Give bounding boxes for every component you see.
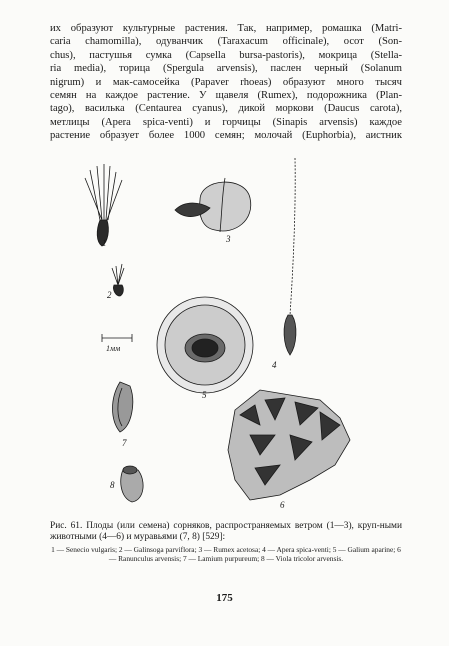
seed-illustration-figure xyxy=(50,150,402,515)
figure-legend: 1 — Senecio vulgaris; 2 — Galinsoga parviflora; 3 — Rumex acetosa; 4 — Apera spica-venti; 5 — Galium aparine; 6 — Ranunculus arvensis; 7 — Lamium purpureum; 8 — Viola tricolor arvensis. xyxy=(51,545,401,564)
text-line: chus), пастушья сумка (Capsella bursa-pastoris), мокрица (Stella- xyxy=(50,49,402,61)
text-line: метлицы (Apera spica-venti) и горчицы (Sinapis arvensis) каждое xyxy=(50,116,402,128)
drawing-rumex xyxy=(175,178,251,232)
text-line: caria chamomilla), одуванчик (Taraxacum officinale), осот (Son- xyxy=(50,36,402,48)
page-number: 175 xyxy=(216,592,233,604)
figure-label: 1 xyxy=(102,238,107,248)
text-line: их образуют культурные растения. Так, например, ромашка (Matri- xyxy=(50,23,402,34)
text-line: nigrum) и мак-самосейка (Papaver rhoeas) образуют много тысяч xyxy=(50,76,402,88)
text-line: семян на каждое растение. У щавеля (Rumex), подорожника (Plan- xyxy=(50,90,402,102)
figure-label: 2 xyxy=(107,290,112,300)
drawing-apera xyxy=(284,158,296,355)
figure-label: 5 xyxy=(202,390,207,400)
seed-drawings xyxy=(50,150,402,515)
scale-label: 1мм xyxy=(106,344,121,353)
body-paragraph xyxy=(50,22,402,143)
figure-label: 6 xyxy=(280,500,285,510)
drawing-ranunculus xyxy=(228,390,350,500)
scale-bar xyxy=(102,334,132,342)
text-line: растение образует более 1000 семян; молочай (Euphorbia), аистник xyxy=(50,130,402,142)
text-line: tago), василька (Centaurea cyanus), дикой моркови (Daucus carota), xyxy=(50,103,402,115)
figure-caption xyxy=(50,521,402,543)
caption-text: Рис. 61. Плоды (или семена) сорняков, распространяемых ветром (1—3), круп-ными животными (4—6) и муравьями (7, 8) [529]: xyxy=(50,521,402,543)
figure-label: 7 xyxy=(122,438,127,448)
drawing-galium xyxy=(157,297,253,393)
figure-label: 8 xyxy=(110,480,115,490)
drawing-lamium xyxy=(113,382,133,432)
text-line: ria media), торица (Spergula arvensis), паслен черный (Solanum xyxy=(50,63,402,75)
figure-label: 4 xyxy=(272,360,277,370)
drawing-galinsoga xyxy=(112,264,124,296)
drawing-senecio xyxy=(85,164,122,246)
drawing-viola xyxy=(121,466,143,502)
figure-label: 3 xyxy=(226,234,231,244)
